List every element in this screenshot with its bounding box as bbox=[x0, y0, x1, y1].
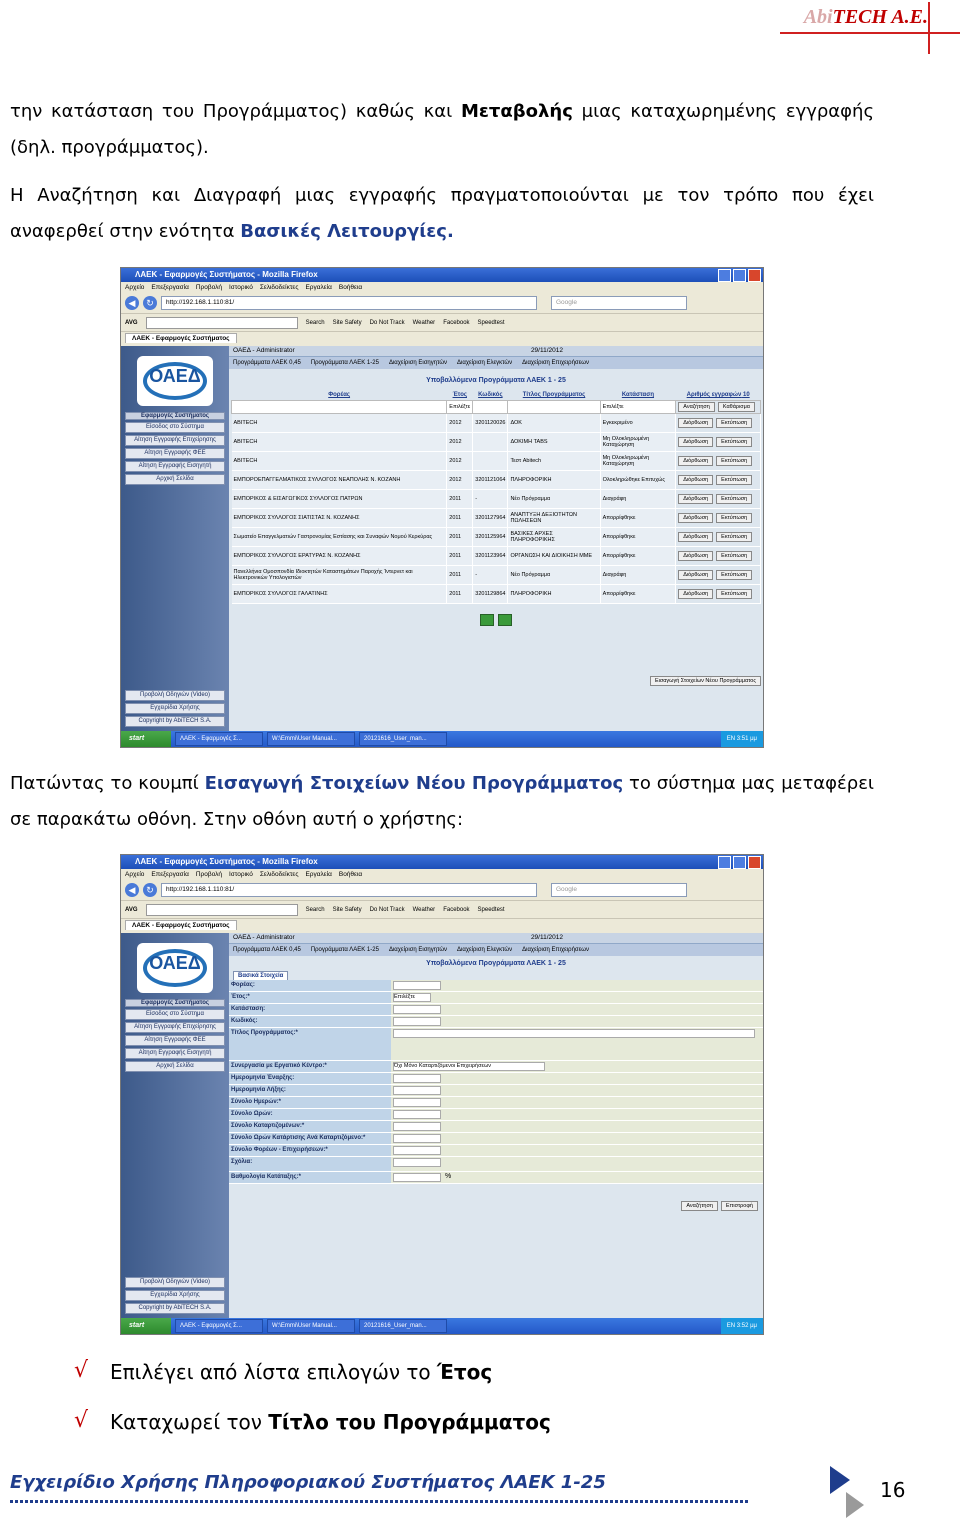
table-cell: Πανελλήνια Ομοσπονδία Ιδιοκτητών Καταστημάτων Παροχής Ίντερνετ και Ηλεκτρονικών Υπολογιστών bbox=[232, 566, 447, 585]
form-row bbox=[229, 1016, 763, 1028]
search-input[interactable]: Google bbox=[551, 883, 687, 897]
taskbar: start ΛΑΕΚ - Εφαρμογές Σ... W:\Emmi\User Manual... 20121616_User_man... EN 3:51 μμ bbox=[121, 731, 763, 747]
print-button[interactable]: Εκτύπωση bbox=[716, 513, 752, 523]
form-input[interactable] bbox=[393, 1098, 441, 1107]
brand-rule-horizontal bbox=[780, 32, 960, 34]
form-label: Σύνολο Ωρών: bbox=[229, 1109, 391, 1120]
form-input[interactable] bbox=[393, 1122, 441, 1131]
table-cell: - bbox=[473, 490, 508, 509]
tab-basic-info[interactable]: Βασικά Στοιχεία bbox=[233, 971, 288, 980]
sidebar-item-home[interactable]: Αρχική Σελίδα bbox=[125, 474, 225, 485]
table-cell: 3201127964 bbox=[473, 509, 508, 528]
print-button[interactable]: Εκτύπωση bbox=[716, 418, 752, 428]
table-cell: 2011 bbox=[447, 585, 473, 604]
paragraph-3: Πατώντας το κουμπί Εισαγωγή Στοιχείων Νέου Προγράμματος το σύστημα μας μεταφέρει σε παρακάτω οθόνη. Στην οθόνη αυτή ο χρήστης: bbox=[10, 773, 875, 830]
browser-menubar bbox=[121, 282, 763, 293]
form-row bbox=[229, 1121, 763, 1133]
table-cell: Μη Ολοκληρωμένη Καταχώρηση bbox=[600, 433, 676, 452]
table-cell: ABITECH bbox=[232, 414, 447, 433]
app-area bbox=[121, 346, 763, 731]
clear-button[interactable]: Καθάρισμα bbox=[718, 402, 755, 412]
last-page-icon[interactable] bbox=[498, 614, 512, 626]
form-row bbox=[229, 1028, 763, 1061]
table-cell: ΠΛΗΡΟΦΟΡΙΚΗ bbox=[508, 471, 600, 490]
avg-search-input[interactable] bbox=[146, 904, 298, 916]
footer-dotted-rule bbox=[10, 1500, 748, 1503]
print-button[interactable]: Εκτύπωση bbox=[716, 456, 752, 466]
form-label: Βαθμολογία Κατάταξης:* bbox=[229, 1172, 391, 1183]
search-button[interactable]: Αναζήτηση bbox=[678, 402, 715, 412]
filter-status-select[interactable]: Επιλέξτε bbox=[600, 401, 676, 414]
table-cell: Εγκεκριμένο bbox=[600, 414, 676, 433]
table-cell: 3201120026 bbox=[473, 414, 508, 433]
system-tray: EN 3:51 μμ bbox=[721, 731, 763, 747]
table-row bbox=[232, 528, 761, 547]
table-cell: Σωματείο Επαγγελματιών Γαστρονομίας Εστίασης και Συναφών Νομού Κερκύρας bbox=[232, 528, 447, 547]
footer-title: Εγχειρίδιο Χρήσης Πληροφοριακού Συστήματος ΛΑΕΚ 1-25 bbox=[10, 1472, 606, 1493]
table-cell: 2012 bbox=[447, 471, 473, 490]
table-cell: - bbox=[473, 566, 508, 585]
table-cell: Νέο Πρόγραμμα bbox=[508, 490, 600, 509]
form-input[interactable] bbox=[393, 1158, 441, 1167]
form-back-button[interactable]: Επιστροφή bbox=[721, 1201, 758, 1211]
table-cell: Τεστ Abitech bbox=[508, 452, 600, 471]
table-cell: ΕΜΠΟΡΟΕΠΑΓΓΕΛΜΑΤΙΚΟΣ ΣΥΛΛΟΓΟΣ ΝΕΑΠΟΛΗΣ Ν. ΚΟΖΑΝΗ bbox=[232, 471, 447, 490]
sidebar-item-fee[interactable]: Αίτηση Εγγραφής ΦΕΕ bbox=[125, 448, 225, 459]
table-row bbox=[232, 547, 761, 566]
table-cell: 2011 bbox=[447, 509, 473, 528]
minimize-icon[interactable] bbox=[718, 269, 731, 282]
table-row bbox=[232, 433, 761, 452]
sidebar-heading: Εφαρμογές Συστήματος bbox=[125, 412, 225, 420]
form-label: Τίτλος Προγράμματος:* bbox=[229, 1028, 391, 1060]
back-icon[interactable]: ◀ bbox=[125, 296, 139, 310]
table-cell: 3201123964 bbox=[473, 547, 508, 566]
screenshot-program-list bbox=[120, 267, 764, 748]
edit-button[interactable]: Διόρθωση bbox=[678, 418, 713, 428]
menu-bookmarks[interactable]: Σελιδοδείκτες bbox=[259, 284, 299, 291]
paragraph-2: Η Αναζήτηση και Διαγραφή μιας εγγραφής πραγματοποιούνται με τον τρόπο που έχει αναφερθεί στην ενότητα Βασικές Λειτουργίες. bbox=[10, 185, 874, 242]
reload-icon[interactable]: ↻ bbox=[143, 296, 157, 310]
form-label: Κωδικός: bbox=[229, 1016, 391, 1027]
table-cell: Απορρίφθηκε bbox=[600, 528, 676, 547]
form-row: Βαθμολογία Κατάταξης:* % bbox=[229, 1172, 763, 1184]
browser-tab[interactable]: ΛΑΕΚ - Εφαρμογές Συστήματος bbox=[125, 333, 237, 343]
check-icon: √ bbox=[74, 1358, 89, 1383]
edit-button[interactable]: Διόρθωση bbox=[678, 437, 713, 447]
brand-rule-vertical bbox=[928, 2, 930, 54]
table-cell: 3201125964 bbox=[473, 528, 508, 547]
table-cell: Διαγράφη bbox=[600, 566, 676, 585]
table-cell: ΠΛΗΡΟΦΟΡΙΚΗ bbox=[508, 585, 600, 604]
table-cell: ΕΜΠΟΡΙΚΟΣ & ΕΙΣΑΓΩΓΙΚΟΣ ΣΥΛΛΟΓΟΣ ΠΑΤΡΩΝ bbox=[232, 490, 447, 509]
sidebar-copyright: Copyright by AbiTECH S.A. bbox=[125, 716, 225, 727]
app-sidebar bbox=[121, 346, 229, 731]
next-page-icon[interactable] bbox=[480, 614, 494, 626]
maximize-icon[interactable] bbox=[733, 269, 746, 282]
form-row bbox=[229, 1061, 763, 1073]
table-cell: Μη Ολοκληρωμένη Καταχώρηση bbox=[600, 452, 676, 471]
print-button[interactable]: Εκτύπωση bbox=[716, 570, 752, 580]
url-input[interactable]: http://192.168.1.110:81/ bbox=[161, 883, 537, 897]
menu-view[interactable]: Προβολή bbox=[195, 284, 222, 291]
edit-button[interactable]: Διόρθωση bbox=[678, 475, 713, 485]
table-cell: 2012 bbox=[447, 452, 473, 471]
form-input[interactable] bbox=[393, 1110, 441, 1119]
table-cell: Νέο Πρόγραμμα bbox=[508, 566, 600, 585]
table-cell: ΔΟΚΙΜΗ TABS bbox=[508, 433, 600, 452]
menu-tools[interactable]: Εργαλεία bbox=[305, 284, 332, 291]
table-cell: ΕΜΠΟΡΙΚΟΣ ΣΥΛΛΟΓΟΣ ΣΙΑΤΙΣΤΑΣ Ν. ΚΟΖΑΝΗΣ bbox=[232, 509, 447, 528]
oaed-logo: ΟΑΕΔ bbox=[137, 943, 213, 993]
form-row bbox=[229, 1085, 763, 1097]
browser-navbar bbox=[121, 293, 763, 314]
table-cell bbox=[473, 433, 508, 452]
form-label: Συνεργασία με Εργατικό Κέντρο:* bbox=[229, 1061, 391, 1072]
table-cell: ΒΑΣΙΚΕΣ ΑΡΧΕΣ ΠΛΗΡΟΦΟΡΙΚΗΣ bbox=[508, 528, 600, 547]
form-input[interactable] bbox=[393, 1146, 441, 1155]
table-cell: ΕΜΠΟΡΙΚΟΣ ΣΥΛΛΟΓΟΣ ΕΡΑΤΥΡΑΣ Ν. ΚΟΖΑΝΗΣ bbox=[232, 547, 447, 566]
window-titlebar: ΛΑΕΚ - Εφαρμογές Συστήματος - Mozilla Firefox bbox=[121, 268, 763, 282]
form-label: Σχόλια: bbox=[229, 1157, 391, 1171]
programs-table: Φορέας Έτος Κωδικός Τίτλος Προγράμματος Κατάσταση Αριθμός εγγραφών 10 Επιλέξτε Επιλέξτε Αναζήτηση Καθάρισμα ABITECH 2012 3201120026 ΔΟΚ Εγκεκριμένο Διόρθωση Εκτύπωση ABITECH 2012 ΔΟΚΙΜΗ TABS Μη Ολοκληρωμένη Καταχώρηση Διόρθωση Εκτύπωση ABITECH 2012 Τεστ Abitech Μη Ολοκληρωμένη Καταχώρηση Διόρθωση Εκτύπωση ΕΜΠΟΡΟΕΠΑΓΓΕΛΜΑΤΙΚΟΣ ΣΥΛΛΟΓΟΣ ΝΕΑΠΟΛΗΣ Ν. ΚΟΖΑΝΗ 2012 3201121064 ΠΛΗΡΟΦΟΡΙΚΗ Ολοκληρώθηκε Επιτυχώς Διόρθωση Εκτύπωση ΕΜΠΟΡΙΚΟΣ & ΕΙΣΑΓΩΓΙΚΟΣ ΣΥΛΛΟΓΟΣ ΠΑΤΡΩΝ 2011 - Νέο Πρόγραμμα Διαγράφη Διόρθωση Εκτύπωση ΕΜΠΟΡΙΚΟΣ ΣΥΛΛΟΓΟΣ ΣΙΑΤΙΣΤΑΣ Ν. ΚΟΖΑΝΗΣ 2011 3201127964 ΑΝΑΠΤΥΞΗ ΔΕΞΙΟΤΗΤΩΝ ΠΩΛΗΣΕΩΝ Απορρίφθηκε Διόρθωση Εκτύπωση Σωματείο Επαγγελματιών Γαστρονομίας Εστίασης και Συναφών Νομού Κερκύρας 2011 3201125964 ΒΑΣΙΚΕΣ ΑΡΧΕΣ ΠΛΗΡΟΦΟΡΙΚΗΣ Απορρίφθηκε Διόρθωση Εκτύπωση ΕΜΠΟΡΙΚΟΣ ΣΥΛΛΟΓΟΣ ΕΡΑΤΥΡΑΣ Ν. ΚΟΖΑΝΗΣ 2011 3201123964 ΟΡΓΑΝΩΣΗ ΚΑΙ ΔΙΟΙΚΗΣΗ ΜΜΕ Απορρίφθηκε Διόρθωση Εκτύπωση Πανελλήνια Ομοσπονδία Ιδιοκτητών Καταστημάτων Παροχής Ίντερνετ και Ηλεκτρονικών Υπολογιστών 2011 - Νέο Πρόγραμμα Διαγράφη Διόρθωση Εκτύπωση ΕΜΠΟΡΙΚΟΣ ΣΥΛΛΟΓΟΣ ΓΑΛΑΤΙΝΗΣ 2011 3201129864 ΠΛΗΡΟΦΟΡΙΚΗ Απορρίφθηκε Διόρθωση Εκτύπωση bbox=[231, 390, 761, 604]
table-row bbox=[232, 566, 761, 585]
form-input[interactable] bbox=[393, 981, 441, 990]
table-row bbox=[232, 414, 761, 433]
back-icon[interactable]: ◀ bbox=[125, 883, 139, 897]
brand-logo: AbiTECH A.E. bbox=[803, 6, 928, 28]
app-menu: Προγράμματα ΛΑΕΚ 0,45 Προγράμματα ΛΑΕΚ 1-25 Διαχείριση Εισηγητών Διαχείριση Ελεγκτών Διαχείριση Επιχειρήσεων bbox=[229, 356, 763, 369]
form-row bbox=[229, 1133, 763, 1145]
form-input[interactable] bbox=[393, 1074, 441, 1083]
new-program-button[interactable]: Εισαγωγή Στοιχείων Νέου Προγράμματος bbox=[650, 676, 761, 686]
form-label: Σύνολο Ωρών Κατάρτισης Ανά Καταρτιζόμενο:* bbox=[229, 1133, 391, 1144]
form-label: Έτος:* bbox=[229, 992, 391, 1003]
table-cell: Διαγράφη bbox=[600, 490, 676, 509]
form-row bbox=[229, 1097, 763, 1109]
browser-tab[interactable]: ΛΑΕΚ - Εφαρμογές Συστήματος bbox=[125, 920, 237, 930]
print-button[interactable]: Εκτύπωση bbox=[716, 437, 752, 447]
edit-button[interactable]: Διόρθωση bbox=[678, 551, 713, 561]
table-cell: ΟΡΓΑΝΩΣΗ ΚΑΙ ΔΙΟΙΚΗΣΗ ΜΜΕ bbox=[508, 547, 600, 566]
table-cell: Ολοκληρώθηκε Επιτυχώς bbox=[600, 471, 676, 490]
table-cell: 2012 bbox=[447, 433, 473, 452]
form-row bbox=[229, 1004, 763, 1016]
form-input[interactable] bbox=[393, 1029, 755, 1038]
list-title: Υποβαλλόμενα Προγράμματα ΛΑΕΚ 1 - 25 bbox=[426, 377, 566, 384]
program-form bbox=[229, 980, 763, 1184]
table-cell: Απορρίφθηκε bbox=[600, 585, 676, 604]
basic-functions-link[interactable]: Βασικές Λειτουργίες. bbox=[240, 221, 454, 242]
print-button[interactable]: Εκτύπωση bbox=[716, 494, 752, 504]
table-cell: 2011 bbox=[447, 490, 473, 509]
edit-button[interactable]: Διόρθωση bbox=[678, 494, 713, 504]
table-row bbox=[232, 585, 761, 604]
table-cell: 3201129864 bbox=[473, 585, 508, 604]
menu-file[interactable]: Αρχείο bbox=[125, 284, 145, 291]
page-size-select[interactable]: 10 bbox=[742, 392, 750, 398]
table-cell: ABITECH bbox=[232, 452, 447, 471]
page-number: 16 bbox=[880, 1478, 906, 1502]
oaed-logo: ΟΑΕΔ bbox=[137, 356, 213, 406]
table-cell: Απορρίφθηκε bbox=[600, 547, 676, 566]
sidebar-item-company[interactable]: Αίτηση Εγγραφής Επιχείρησης bbox=[125, 435, 225, 446]
form-row bbox=[229, 992, 763, 1004]
bullet-year: Επιλέγει από λίστα επιλογών το Έτος bbox=[110, 1360, 493, 1384]
next-arrow-icon bbox=[830, 1466, 850, 1494]
close-icon[interactable] bbox=[748, 856, 761, 869]
form-row bbox=[229, 1157, 763, 1172]
avg-search-input[interactable] bbox=[146, 317, 298, 329]
screenshot-new-program-form: ΛΑΕΚ - Εφαρμογές Συστήματος - Mozilla Firefox Αρχείο Επεξεργασία Προβολή Ιστορικό Σελιδοδείκτες Εργαλεία Βοήθεια ◀ ↻ http://192.168.1.110:81/ Google AVG Search Site Safety Do Not Track Weather Facebook Speedtest ΛΑΕΚ - Εφαρμογές Συστήματος ΟΑΕΔ Εφαρμογές Συστήματος Είσοδος στο Σύστημα Αίτηση Εγγραφής Επιχείρησης Αίτηση Εγγραφής ΦΕΕ Αίτηση Εγγραφής Εισηγητή Αρχική Σελίδα Προβολή Οδηγιών (Video) Εγχειρίδια Χρήσης Copyright by AbiTECH S.A. ΟΑΕΔ - Administrator 29/11/2012 Προγράμματα ΛΑΕΚ 0,45 Προγράμματα ΛΑΕΚ 1-25 Διαχείριση Εισηγητών Διαχείριση Ελεγκτών Διαχείριση Επιχειρήσεων Υποβαλλόμενα Προγράμματα ΛΑΕΚ 1 - 25 Βασικά Στοιχεία Φορέας: Έτος:* Επιλέξτε Κατάσταση: Κωδικός: Τίτλος Προγράμματος:* Συνεργασία με Εργατικό Κέντρο:* Όχι Μόνο Καταρτιζόμενοι Επιχειρήσεων Ημερομηνία Έναρξης: Ημερομηνία Λήξης: Σύνολο Ημερών:* Σύνολο Ωρών: Σύνολο Καταρτιζομένων:* Σύνολο Ωρών Κατάρτισης Ανά Καταρτιζόμενο:* Σύνολο Φορέων - Επιχειρήσεων:* Σχόλια: Βαθμολογία Κατάταξης:* % Αναζήτηση Επιστροφή start ΛΑΕΚ - Εφαρμογές Σ... W:\Emmi\User Manual... 20121616_User_man... EN 3:52 μμ bbox=[120, 854, 764, 1335]
start-button[interactable]: start bbox=[121, 731, 171, 747]
form-row bbox=[229, 1073, 763, 1085]
menu-help[interactable]: Βοήθεια bbox=[338, 284, 363, 291]
form-search-button[interactable]: Αναζήτηση bbox=[681, 1201, 718, 1211]
table-row bbox=[232, 490, 761, 509]
table-row bbox=[232, 509, 761, 528]
new-program-link[interactable]: Εισαγωγή Στοιχείων Νέου Προγράμματος bbox=[204, 773, 624, 794]
table-cell: ΑΝΑΠΤΥΞΗ ΔΕΞΙΟΤΗΤΩΝ ΠΩΛΗΣΕΩΝ bbox=[508, 509, 600, 528]
edit-button[interactable]: Διόρθωση bbox=[678, 589, 713, 599]
filter-year-select[interactable]: Επιλέξτε bbox=[447, 401, 473, 414]
app-main bbox=[229, 346, 763, 731]
table-cell: 3201121064 bbox=[473, 471, 508, 490]
form-row bbox=[229, 980, 763, 992]
form-label: Φορέας: bbox=[229, 980, 391, 991]
form-label: Σύνολο Ημερών:* bbox=[229, 1097, 391, 1108]
user-label: ΟΑΕΔ - Administrator bbox=[233, 347, 295, 354]
sidebar-item-login[interactable]: Είσοδος στο Σύστημα bbox=[125, 422, 225, 433]
form-label: Σύνολο Φορέων - Επιχειρήσεων:* bbox=[229, 1145, 391, 1156]
table-cell: ΔΟΚ bbox=[508, 414, 600, 433]
browser-tabbar bbox=[121, 332, 763, 346]
maximize-icon[interactable] bbox=[733, 856, 746, 869]
table-row bbox=[232, 471, 761, 490]
form-input[interactable]: Επιλέξτε bbox=[393, 993, 431, 1002]
search-input[interactable]: Google bbox=[551, 296, 687, 310]
avg-toolbar: AVG Search Site Safety Do Not Track Weather Facebook Speedtest bbox=[121, 314, 763, 332]
table-row bbox=[232, 452, 761, 471]
date-label: 29/11/2012 bbox=[530, 347, 563, 354]
sidebar-item-manuals[interactable]: Εγχειρίδια Χρήσης bbox=[125, 703, 225, 714]
edit-button[interactable]: Διόρθωση bbox=[678, 513, 713, 523]
table-cell: 2011 bbox=[447, 528, 473, 547]
form-input[interactable] bbox=[393, 1086, 441, 1095]
paragraph-1: την κατάσταση του Προγράμματος) καθώς και Μεταβολής μιας καταχωρημένης εγγραφής (δηλ. προγράμματος). bbox=[10, 101, 875, 158]
form-label: Ημερομηνία Λήξης: bbox=[229, 1085, 391, 1096]
form-label: Σύνολο Καταρτιζομένων:* bbox=[229, 1121, 391, 1132]
grey-arrow-icon bbox=[846, 1492, 864, 1518]
check-icon: √ bbox=[74, 1408, 89, 1433]
form-label: Κατάσταση: bbox=[229, 1004, 391, 1015]
form-input[interactable] bbox=[393, 1173, 441, 1182]
table-cell: 2011 bbox=[447, 566, 473, 585]
start-button[interactable]: start bbox=[121, 1318, 171, 1334]
pager bbox=[229, 614, 763, 628]
reload-icon[interactable]: ↻ bbox=[143, 883, 157, 897]
print-button[interactable]: Εκτύπωση bbox=[716, 551, 752, 561]
form-input[interactable] bbox=[393, 1017, 441, 1026]
table-cell: Απορρίφθηκε bbox=[600, 509, 676, 528]
form-label: Ημερομηνία Έναρξης: bbox=[229, 1073, 391, 1084]
print-button[interactable]: Εκτύπωση bbox=[716, 532, 752, 542]
url-input[interactable]: http://192.168.1.110:81/ bbox=[161, 296, 537, 310]
edit-button[interactable]: Διόρθωση bbox=[678, 456, 713, 466]
table-cell: 2012 bbox=[447, 414, 473, 433]
form-input[interactable] bbox=[393, 1134, 441, 1143]
table-cell: 2011 bbox=[447, 547, 473, 566]
form-input[interactable] bbox=[393, 1005, 441, 1014]
print-button[interactable]: Εκτύπωση bbox=[716, 475, 752, 485]
close-icon[interactable] bbox=[748, 269, 761, 282]
table-cell: ABITECH bbox=[232, 433, 447, 452]
sidebar-item-video[interactable]: Προβολή Οδηγιών (Video) bbox=[125, 690, 225, 701]
form-row bbox=[229, 1109, 763, 1121]
menu-edit[interactable]: Επεξεργασία bbox=[151, 284, 189, 291]
print-button[interactable]: Εκτύπωση bbox=[716, 589, 752, 599]
edit-button[interactable]: Διόρθωση bbox=[678, 532, 713, 542]
edit-button[interactable]: Διόρθωση bbox=[678, 570, 713, 580]
minimize-icon[interactable] bbox=[718, 856, 731, 869]
form-input[interactable]: Όχι Μόνο Καταρτιζόμενοι Επιχειρήσεων bbox=[393, 1062, 545, 1071]
menu-history[interactable]: Ιστορικό bbox=[228, 284, 253, 291]
form-row bbox=[229, 1145, 763, 1157]
table-cell bbox=[473, 452, 508, 471]
sidebar-item-trainer[interactable]: Αίτηση Εγγραφής Εισηγητή bbox=[125, 461, 225, 472]
bullet-title: Καταχωρεί τον Τίτλο του Προγράμματος bbox=[110, 1410, 551, 1434]
table-cell: ΕΜΠΟΡΙΚΟΣ ΣΥΛΛΟΓΟΣ ΓΑΛΑΤΙΝΗΣ bbox=[232, 585, 447, 604]
